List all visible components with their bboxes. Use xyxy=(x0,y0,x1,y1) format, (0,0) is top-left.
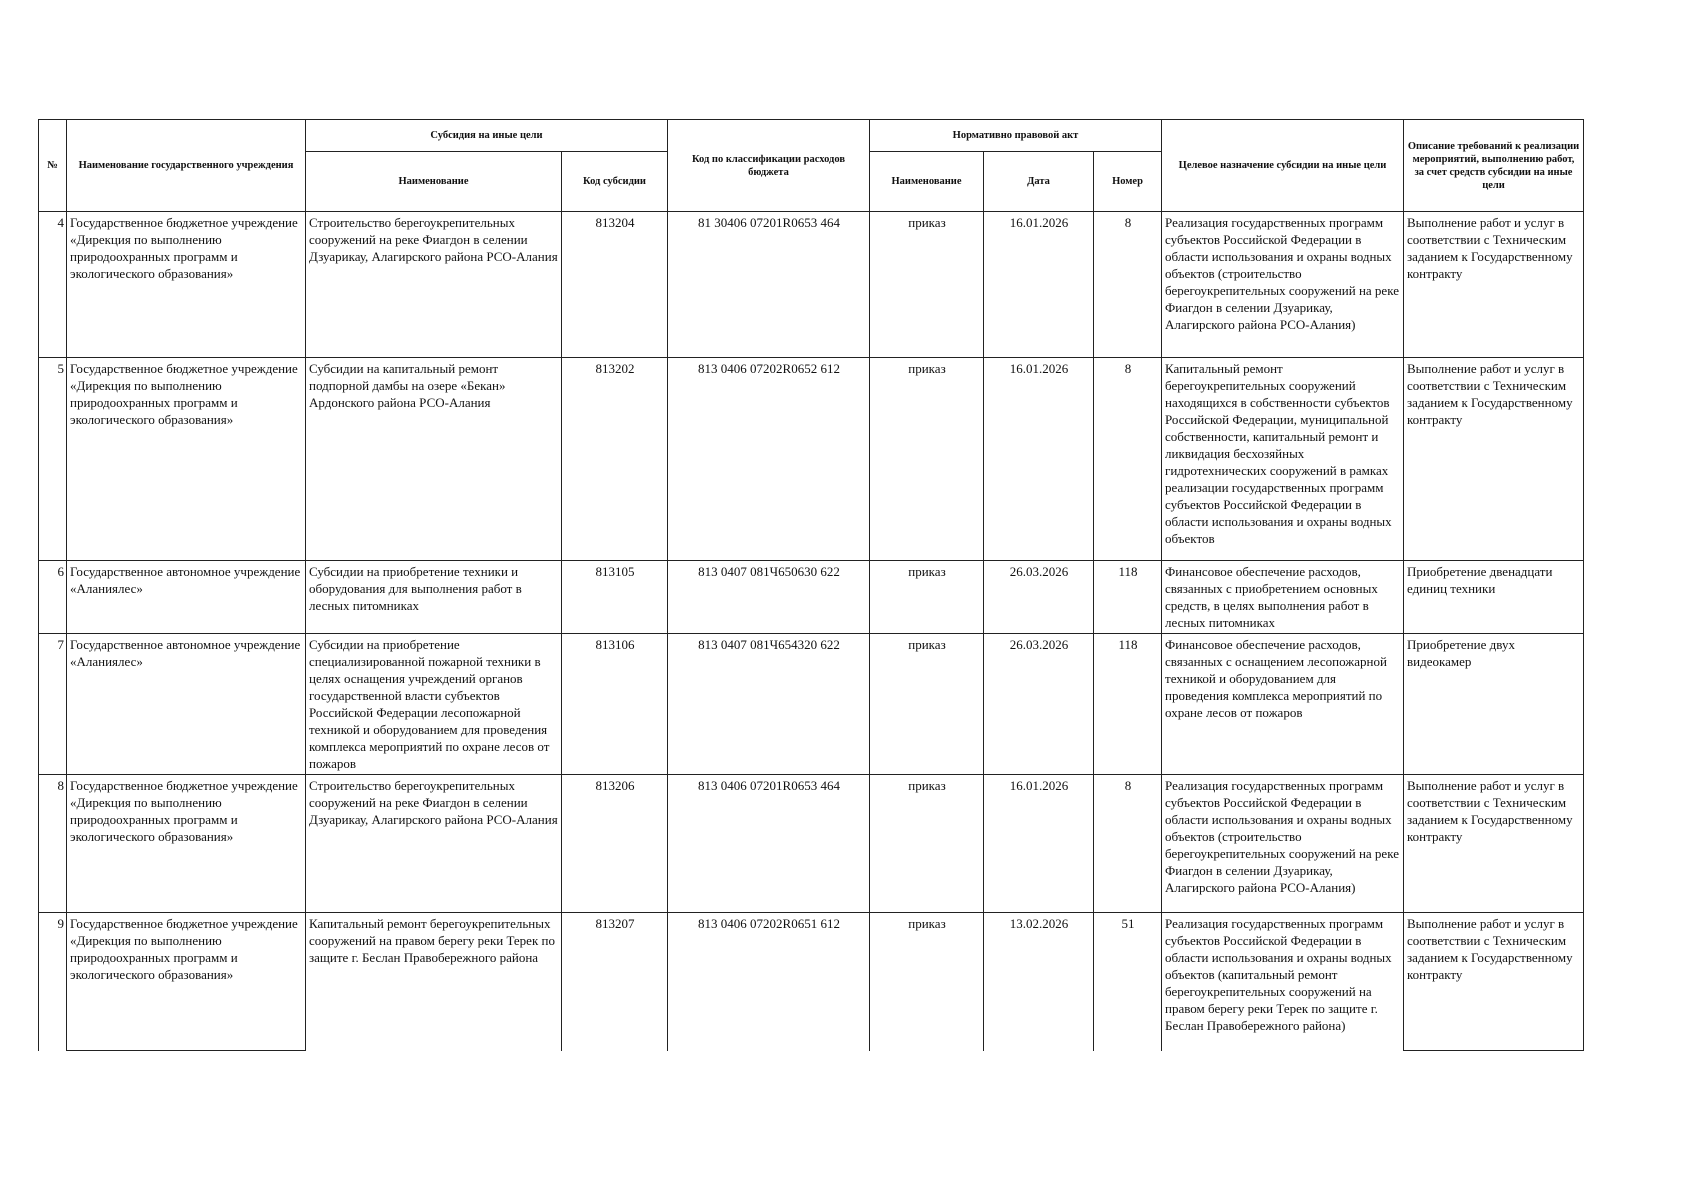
act-name-cell: приказ xyxy=(870,913,984,1051)
institution-cell: Государственное бюджетное учреждение «Дирекция по выполнению природоохранных программ и экологического образования» xyxy=(67,358,306,561)
table-row xyxy=(39,358,1584,561)
purpose-cell: Реализация государственных программ субъектов Российской Федерации в области использования и охраны водных объектов (капитальный ремонт берегоукрепительных сооружений на правом берегу реки Терек по защите г. Беслан Правобережного района) xyxy=(1162,913,1404,1051)
subsidy-name-cell: Субсидии на приобретение техники и оборудования для выполнения работ в лесных питомниках xyxy=(306,561,562,634)
act-number-cell: 8 xyxy=(1094,212,1162,358)
header-requirements: Описание требований к реализации мероприятий, выполнению работ, за счет средств субсидии на иные цели xyxy=(1404,120,1584,212)
act-date-cell: 26.03.2026 xyxy=(984,634,1094,775)
subsidy-name-cell: Строительство берегоукрепительных сооружений на реке Фиагдон в селении Дзуарикау, Алагирского района РСО-Алания xyxy=(306,212,562,358)
institution-cell: Государственное бюджетное учреждение «Дирекция по выполнению природоохранных программ и экологического образования» xyxy=(67,913,306,1051)
purpose-cell: Капитальный ремонт берегоукрепительных сооружений находящихся в собственности субъектов Российской Федерации, муниципальной собственности, капитальный ремонт и ликвидация бесхозяйных гидротехнических сооружений в рамках реализации государственных программ субъектов Российской Федерации в области использования и охраны водных объектов xyxy=(1162,358,1404,561)
header-budget-code: Код по классификации расходов бюджета xyxy=(668,120,870,212)
table-row xyxy=(39,775,1584,913)
act-name-cell: приказ xyxy=(870,634,984,775)
header-institution: Наименование государственного учреждения xyxy=(67,120,306,212)
purpose-cell: Финансовое обеспечение расходов, связанных с оснащением лесопожарной техникой и оборудованием для проведения комплекса мероприятий по охране лесов от пожаров xyxy=(1162,634,1404,775)
institution-cell: Государственное автономное учреждение «Аланиялес» xyxy=(67,561,306,634)
subsidy-table xyxy=(38,119,1584,1051)
subsidy-code-cell: 813105 xyxy=(562,561,668,634)
act-date-cell: 16.01.2026 xyxy=(984,212,1094,358)
table-body xyxy=(39,212,1584,1051)
institution-cell: Государственное автономное учреждение «Аланиялес» xyxy=(67,634,306,775)
act-name-cell: приказ xyxy=(870,775,984,913)
act-number-cell: 118 xyxy=(1094,561,1162,634)
header-subsidy-code: Код субсидии xyxy=(562,152,668,212)
requirements-cell: Выполнение работ и услуг в соответствии с Техническим заданием к Государственному контракту xyxy=(1404,913,1584,1051)
row-num: 8 xyxy=(39,775,67,913)
table-row xyxy=(39,634,1584,775)
table-row xyxy=(39,913,1584,1051)
table-row xyxy=(39,561,1584,634)
act-number-cell: 8 xyxy=(1094,775,1162,913)
institution-cell: Государственное бюджетное учреждение «Дирекция по выполнению природоохранных программ и экологического образования» xyxy=(67,212,306,358)
budget-code-cell: 813 0406 07202R0651 612 xyxy=(668,913,870,1051)
act-date-cell: 16.01.2026 xyxy=(984,775,1094,913)
budget-code-cell: 813 0406 07201R0653 464 xyxy=(668,775,870,913)
act-name-cell: приказ xyxy=(870,561,984,634)
budget-code-cell: 81 30406 07201R0653 464 xyxy=(668,212,870,358)
header-act-group: Нормативно правовой акт xyxy=(870,120,1162,152)
header-purpose: Целевое назначение субсидии на иные цели xyxy=(1162,120,1404,212)
purpose-cell: Реализация государственных программ субъектов Российской Федерации в области использования и охраны водных объектов (строительство берегоукрепительных сооружений на реке Фиагдон в селении Дзуарикау, Алагирского района РСО-Алания) xyxy=(1162,212,1404,358)
budget-code-cell: 813 0407 081Ч650630 622 xyxy=(668,561,870,634)
requirements-cell: Выполнение работ и услуг в соответствии с Техническим заданием к Государственному контракту xyxy=(1404,358,1584,561)
requirements-cell: Выполнение работ и услуг в соответствии с Техническим заданием к Государственному контракту xyxy=(1404,775,1584,913)
purpose-cell: Финансовое обеспечение расходов, связанных с приобретением основных средств, в целях выполнения работ в лесных питомниках xyxy=(1162,561,1404,634)
act-number-cell: 8 xyxy=(1094,358,1162,561)
subsidy-name-cell: Субсидии на капитальный ремонт подпорной дамбы на озере «Бекан» Ардонского района РСО-Алания xyxy=(306,358,562,561)
header-act-name: Наименование xyxy=(870,152,984,212)
act-date-cell: 16.01.2026 xyxy=(984,358,1094,561)
header-subsidy-group: Субсидия на иные цели xyxy=(306,120,668,152)
row-num: 6 xyxy=(39,561,67,634)
subsidy-name-cell: Субсидии на приобретение специализированной пожарной техники в целях оснащения учреждений органов государственной власти субъектов Российской Федерации лесопожарной техникой и оборудованием для проведения комплекса мероприятий по охране лесов от пожаров xyxy=(306,634,562,775)
subsidy-code-cell: 813204 xyxy=(562,212,668,358)
requirements-cell: Приобретение двенадцати единиц техники xyxy=(1404,561,1584,634)
requirements-cell: Приобретение двух видеокамер xyxy=(1404,634,1584,775)
subsidy-name-cell: Строительство берегоукрепительных сооружений на реке Фиагдон в селении Дзуарикау, Алагирского района РСО-Алания xyxy=(306,775,562,913)
act-date-cell: 26.03.2026 xyxy=(984,561,1094,634)
subsidy-code-cell: 813106 xyxy=(562,634,668,775)
table-row xyxy=(39,212,1584,358)
subsidy-code-cell: 813206 xyxy=(562,775,668,913)
act-number-cell: 51 xyxy=(1094,913,1162,1051)
header-num: № xyxy=(39,120,67,212)
header-act-date: Дата xyxy=(984,152,1094,212)
subsidy-code-cell: 813202 xyxy=(562,358,668,561)
header-subsidy-name: Наименование xyxy=(306,152,562,212)
table-header xyxy=(39,120,1584,212)
subsidy-name-cell: Капитальный ремонт берегоукрепительных сооружений на правом берегу реки Терек по защите г. Беслан Правобережного района xyxy=(306,913,562,1051)
row-num: 5 xyxy=(39,358,67,561)
requirements-cell: Выполнение работ и услуг в соответствии с Техническим заданием к Государственному контракту xyxy=(1404,212,1584,358)
act-name-cell: приказ xyxy=(870,212,984,358)
institution-cell: Государственное бюджетное учреждение «Дирекция по выполнению природоохранных программ и экологического образования» xyxy=(67,775,306,913)
act-name-cell: приказ xyxy=(870,358,984,561)
row-num: 4 xyxy=(39,212,67,358)
row-num: 7 xyxy=(39,634,67,775)
act-date-cell: 13.02.2026 xyxy=(984,913,1094,1051)
header-act-number: Номер xyxy=(1094,152,1162,212)
purpose-cell: Реализация государственных программ субъектов Российской Федерации в области использования и охраны водных объектов (строительство берегоукрепительных сооружений на реке Фиагдон в селении Дзуарикау, Алагирского района РСО-Алания) xyxy=(1162,775,1404,913)
act-number-cell: 118 xyxy=(1094,634,1162,775)
budget-code-cell: 813 0406 07202R0652 612 xyxy=(668,358,870,561)
row-num: 9 xyxy=(39,913,67,1051)
budget-code-cell: 813 0407 081Ч654320 622 xyxy=(668,634,870,775)
subsidy-code-cell: 813207 xyxy=(562,913,668,1051)
